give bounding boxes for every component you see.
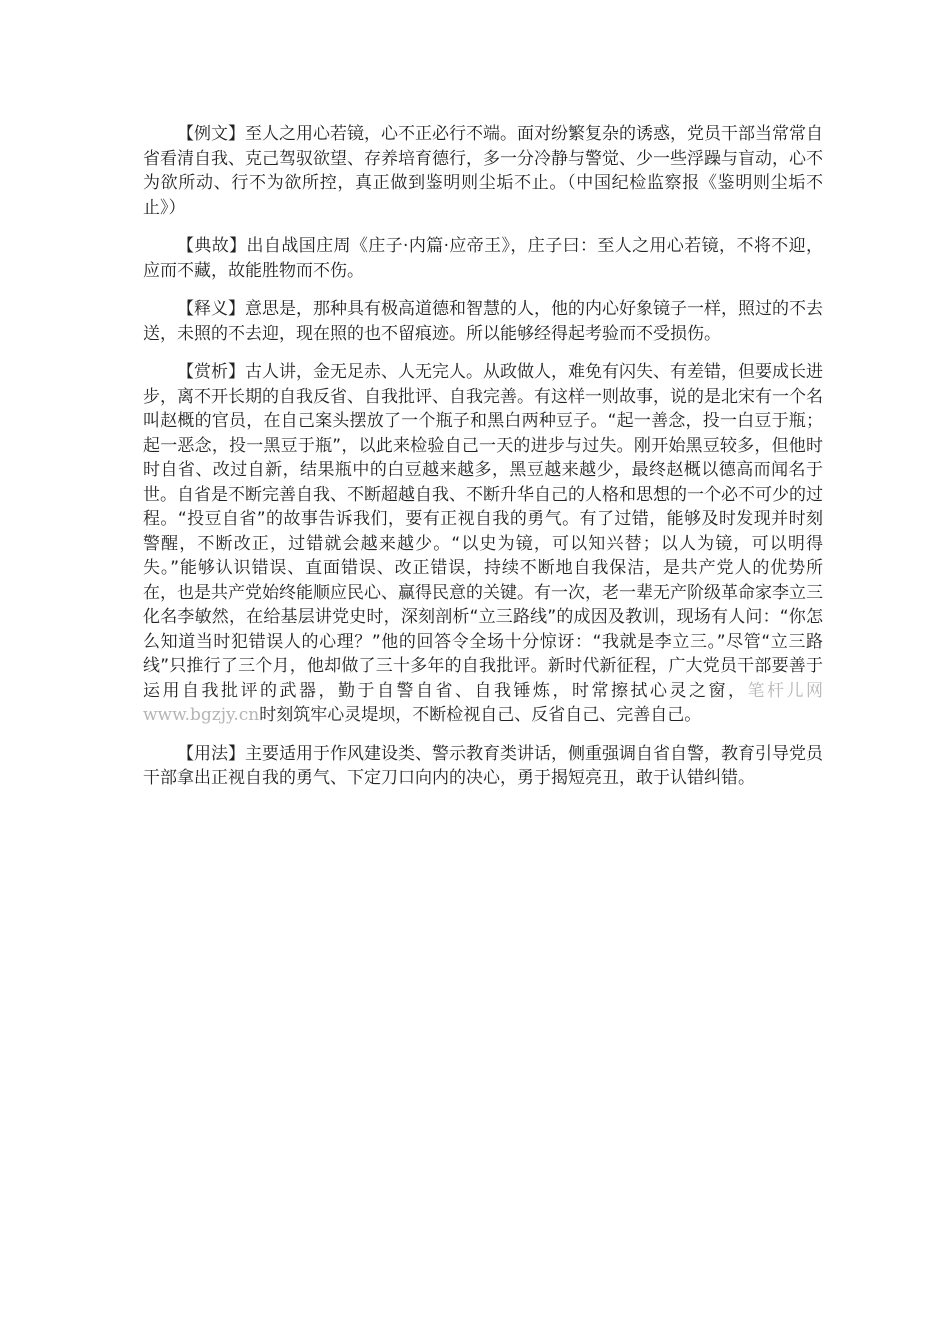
paragraph-example bbox=[143, 122, 823, 220]
paragraph-analysis bbox=[143, 360, 823, 728]
paragraph-usage bbox=[143, 742, 823, 791]
example-text: 至人之用心若镜，心不正必行不端。面对纷繁复杂的诱惑，党员干部当常常自省看清自我、克己驾驭欲望、存养培育德行，多一分冷静与警觉、少一些浮躁与盲动，心不为欲所动、行不为欲所控，真正做到鉴明则尘垢不止。（中国纪检监察报《鉴明则尘垢不止》） bbox=[143, 124, 823, 218]
meaning-text: 意思是，那种具有极高道德和智慧的人，他的内心好象镜子一样，照过的不去送，未照的不去迎，现在照的也不留痕迹。所以能够经得起考验而不受损伤。 bbox=[143, 299, 823, 344]
document-body bbox=[143, 122, 823, 805]
paragraph-allusion bbox=[143, 234, 823, 283]
usage-tag: 【用法】 bbox=[177, 743, 245, 764]
site-watermark: 笔杆儿网www.bgzjy.cn bbox=[143, 680, 823, 725]
analysis-text: 古人讲，金无足赤、人无完人。从政做人，难免有闪失、有差错，但要成长进步，离不开长期的自我反省、自我批评、自我完善。有这样一则故事，说的是北宋有一个名叫赵概的官员，在自己案头摆放了一个瓶子和黑白两种豆子。“起一善念，投一白豆于瓶；起一恶念，投一黑豆于瓶”，以此来检验自己一天的进步与过失。刚开始黑豆较多，但他时时自省、改过自新，结果瓶中的白豆越来越多，黑豆越来越少，最终赵概以德高而闻名于世。自省是不断完善自我、不断超越自我、不断升华自己的人格和思想的一个必不可少的过程。“投豆自省”的故事告诉我们，要有正视自我的勇气。有了过错，能够及时发现并时刻警醒，不断改正，过错就会越来越少。“以史为镜，可以知兴替；以人为镜，可以明得失。”能够认识错误、直面错误、改正错误，持续不断地自我保洁，是共产党人的优势所在，也是共产党始终能顺应民心、赢得民意的关键。有一次，老一辈无产阶级革命家李立三化名李敏然，在给基层讲党史时，深刻剖析“立三路线”的成因及教训，现场有人问：“你怎么知道当时犯错误人的心理？”他的回答令全场十分惊讶：“我就是李立三。”尽管“立三路线”只推行了三个月，他却做了三十多年的自我批评。新时代新征程，广大党员干部要善于运用自我批评的武器，勤于自警自省、自我锤炼，时常擦拭心灵之窗， bbox=[143, 362, 823, 701]
example-tag: 【例文】 bbox=[177, 124, 245, 144]
allusion-text: 出自战国庄周《庄子·内篇·应帝王》，庄子曰：至人之用心若镜，不将不迎，应而不藏，故能胜物而不伤。 bbox=[143, 236, 823, 281]
meaning-tag: 【释义】 bbox=[177, 299, 245, 319]
analysis-text-end: 时刻筑牢心灵堤坝，不断检视自己、反省自己、完善自己。 bbox=[259, 705, 702, 725]
paragraph-meaning bbox=[143, 297, 823, 346]
analysis-tag: 【赏析】 bbox=[177, 362, 245, 382]
usage-text: 主要适用于作风建设类、警示教育类讲话，侧重强调自省自警，教育引导党员干部拿出正视自我的勇气、下定刀口向内的决心，勇于揭短亮丑，敢于认错纠错。 bbox=[143, 743, 823, 788]
allusion-tag: 【典故】 bbox=[177, 236, 247, 256]
